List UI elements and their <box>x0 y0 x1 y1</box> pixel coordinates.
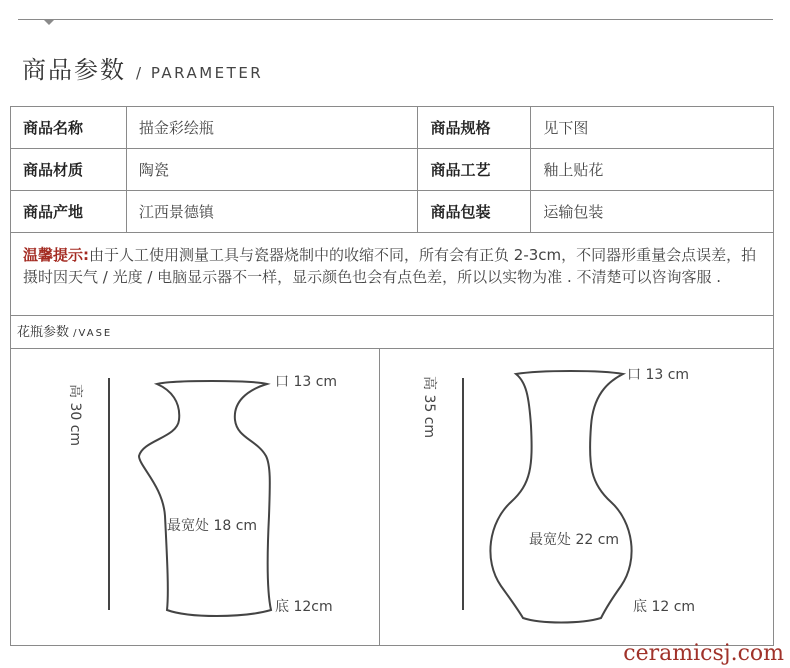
vase-2-bottom-label: 底 12 cm <box>633 599 696 615</box>
vase-1-bottom-label: 底 12cm <box>275 599 333 615</box>
vase-2-outline <box>490 371 631 623</box>
vase-1 <box>67 374 337 616</box>
param-value: 描金彩绘瓶 <box>126 107 418 149</box>
params-table <box>10 106 774 233</box>
vase-1-widest-label: 最宽处 18 cm <box>167 518 258 534</box>
table-row <box>11 107 774 149</box>
param-key: 商品产地 <box>11 191 127 233</box>
section-subtitle: / PARAMETER <box>136 64 264 82</box>
param-value: 运输包装 <box>531 191 774 233</box>
param-key: 商品规格 <box>418 107 531 149</box>
section-heading <box>22 50 263 85</box>
param-key: 商品包装 <box>418 191 531 233</box>
table-row <box>11 191 774 233</box>
param-key: 商品名称 <box>11 107 127 149</box>
section-title: 商品参数 <box>22 56 126 84</box>
vase-title-en: /VASE <box>73 328 113 339</box>
vase-1-mouth-label: 口 13 cm <box>275 374 338 390</box>
vase-section <box>10 316 774 646</box>
vase-title-cn: 花瓶参数 <box>17 325 70 340</box>
vase-2 <box>421 367 695 623</box>
vase-2-mouth-label: 口 13 cm <box>627 367 690 383</box>
param-value: 陶瓷 <box>126 149 418 191</box>
vase-2-widest-label: 最宽处 22 cm <box>529 532 620 548</box>
site-watermark: ceramicsj.com <box>623 641 784 666</box>
param-value: 江西景德镇 <box>126 191 418 233</box>
param-value: 见下图 <box>531 107 774 149</box>
top-notch-marker <box>44 20 54 25</box>
param-value: 釉上贴花 <box>531 149 774 191</box>
top-divider <box>18 19 773 20</box>
vase-2-height-label: 高 35 cm <box>421 376 437 439</box>
vase-1-height-label: 高 30 cm <box>67 384 83 447</box>
param-key: 商品工艺 <box>418 149 531 191</box>
notice-label: 温馨提示: <box>23 246 89 264</box>
table-row <box>11 149 774 191</box>
notice-text: 由于人工使用测量工具与瓷器烧制中的收缩不同，所有会有正负 2-3cm，不同器形重量会点误差，拍摄时因天气 / 光度 / 电脑显示器不一样，显示颜色也会有点色差，所以以实物为准 . 不清楚可以咨询客服 . <box>23 246 757 286</box>
vase-diagrams <box>11 316 775 646</box>
notice-box <box>10 232 774 316</box>
vase-1-outline <box>139 381 271 616</box>
param-key: 商品材质 <box>11 149 127 191</box>
